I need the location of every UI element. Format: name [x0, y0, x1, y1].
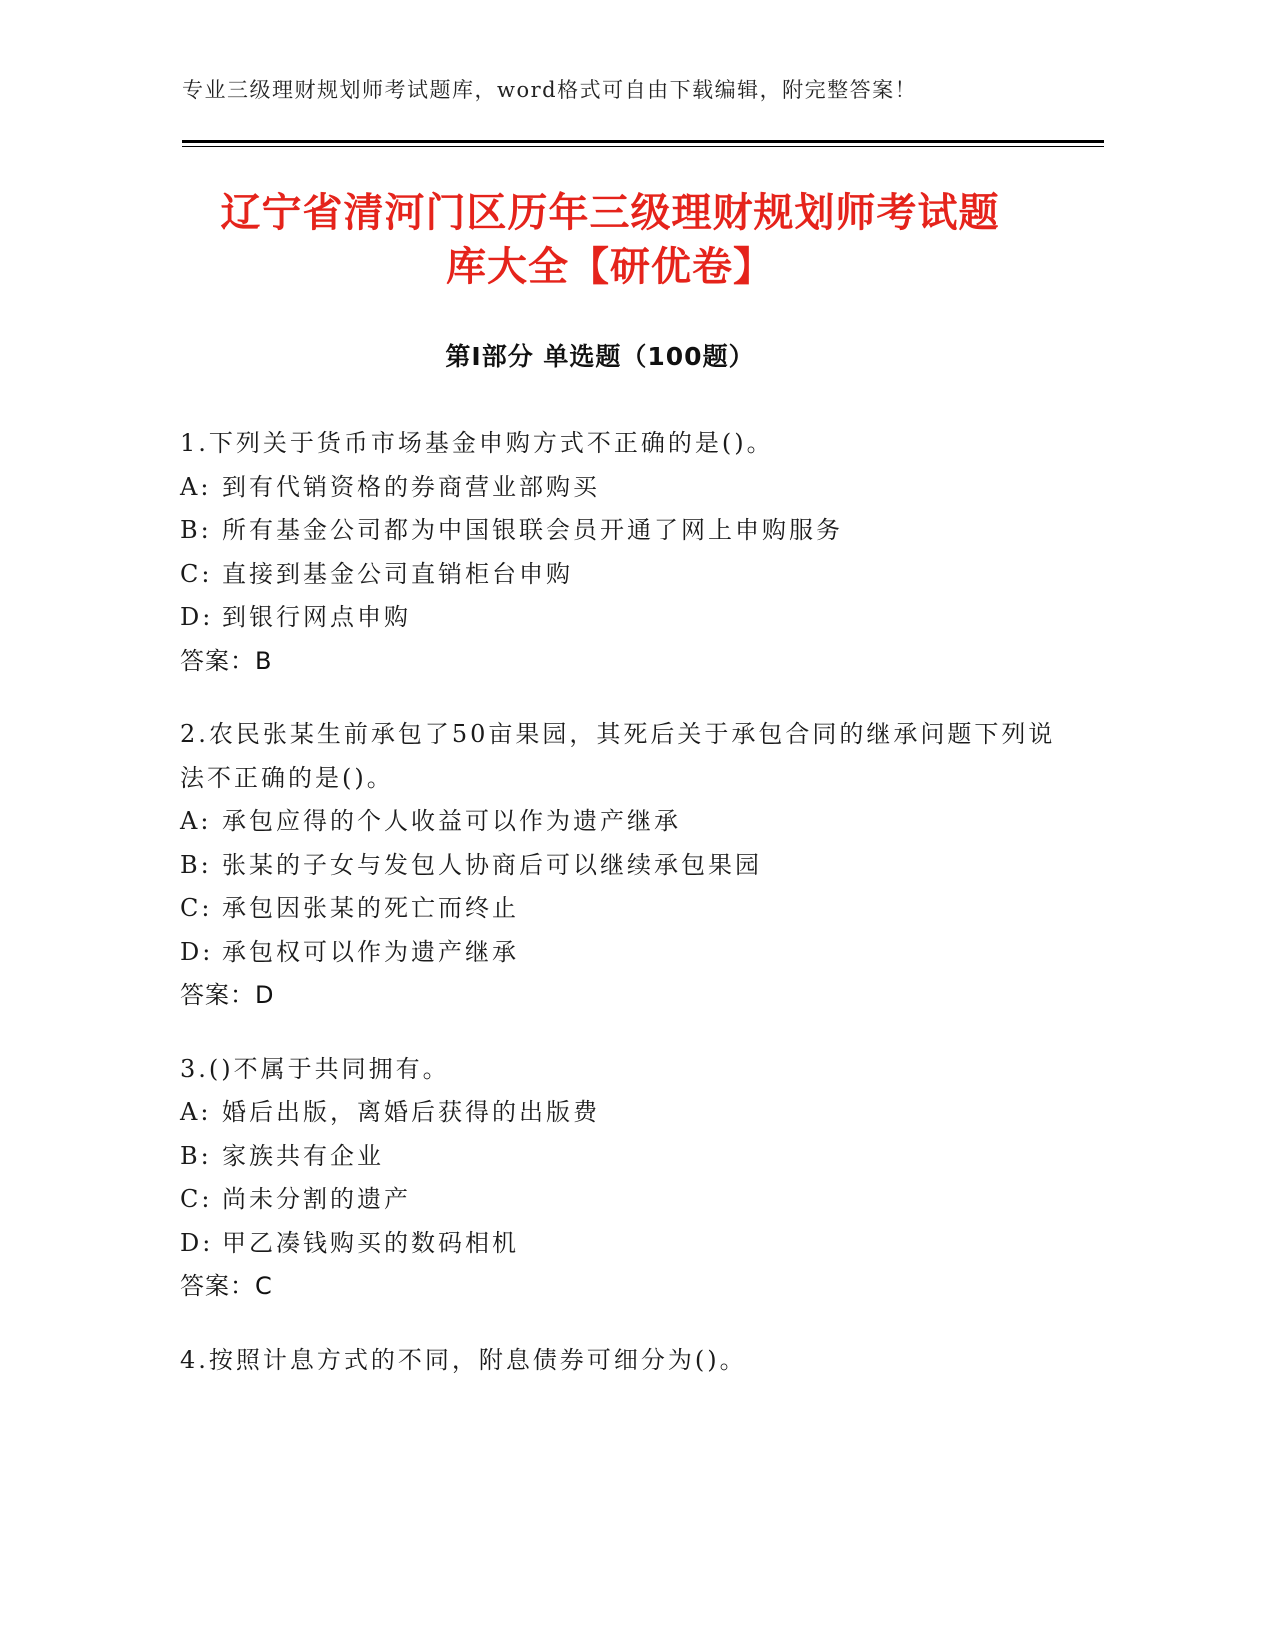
question-list	[180, 422, 1080, 1412]
option-d	[180, 1222, 1080, 1266]
option-label: D:	[180, 603, 214, 631]
option-c	[180, 1178, 1080, 1222]
question-stem: 2.农民张某生前承包了50亩果园，其死后关于承包合同的继承问题下列说法不正确的是()。	[180, 720, 1056, 792]
option-b	[180, 1135, 1080, 1179]
option-d	[180, 931, 1080, 975]
header-rule-thin	[182, 146, 1104, 147]
option-label: B:	[180, 1141, 212, 1170]
option-text: 所有基金公司都为中国银联会员开通了网上申购服务	[222, 516, 843, 544]
question-stem: 4.按照计息方式的不同，附息债券可细分为()。	[180, 1345, 747, 1374]
question-1	[180, 422, 1080, 683]
option-text: 甲乙凑钱购买的数码相机	[222, 1228, 519, 1257]
option-label: C:	[180, 894, 213, 922]
option-label: B:	[180, 850, 212, 879]
option-label: D:	[180, 1228, 214, 1257]
document-title-line-2: 库大全【研优卷】	[446, 244, 774, 290]
option-text: 承包因张某的死亡而终止	[222, 894, 519, 922]
question-4	[180, 1339, 1080, 1383]
header-rule-thick	[182, 140, 1104, 143]
answer-line	[180, 640, 1080, 684]
option-c	[180, 887, 1080, 931]
question-stem: 3.()不属于共同拥有。	[180, 1054, 450, 1083]
option-a	[180, 466, 1080, 510]
option-label: A:	[180, 472, 212, 501]
option-text: 家族共有企业	[222, 1141, 384, 1170]
option-text: 婚后出版，离婚后获得的出版费	[222, 1098, 600, 1126]
option-a	[180, 800, 1080, 844]
option-d	[180, 596, 1080, 640]
option-b	[180, 844, 1080, 888]
document-title-line-1: 辽宁省清河门区历年三级理财规划师考试题	[220, 190, 1000, 236]
option-label: B:	[180, 516, 212, 544]
answer-value: B	[255, 646, 273, 675]
answer-line	[180, 1265, 1080, 1309]
answer-line	[180, 974, 1080, 1018]
question-3	[180, 1048, 1080, 1309]
question-2	[180, 713, 1080, 1018]
answer-value: D	[255, 981, 275, 1009]
option-label: A:	[180, 1098, 212, 1126]
option-label: D:	[180, 937, 214, 966]
document-title	[160, 186, 1060, 294]
option-label: C:	[180, 559, 213, 588]
section-heading: 第Ⅰ部分 单选题（100题）	[445, 342, 755, 371]
option-c	[180, 553, 1080, 597]
answer-prefix: 答案：	[180, 646, 255, 675]
option-text: 张某的子女与发包人协商后可以继续承包果园	[222, 850, 762, 879]
answer-prefix: 答案：	[180, 981, 255, 1009]
option-text: 承包应得的个人收益可以作为遗产继承	[222, 807, 681, 835]
option-text: 直接到基金公司直销柜台申购	[222, 559, 573, 588]
answer-prefix: 答案：	[180, 1272, 255, 1300]
option-text: 承包权可以作为遗产继承	[222, 937, 519, 966]
option-label: C:	[180, 1185, 213, 1213]
option-a	[180, 1091, 1080, 1135]
option-text: 到银行网点申购	[222, 603, 411, 631]
option-b	[180, 509, 1080, 553]
question-stem: 1.下列关于货币市场基金申购方式不正确的是()。	[180, 429, 774, 457]
answer-value: C	[255, 1272, 273, 1300]
option-text: 到有代销资格的券商营业部购买	[222, 472, 600, 501]
option-text: 尚未分割的遗产	[222, 1185, 411, 1213]
option-label: A:	[180, 807, 212, 835]
header-note: 专业三级理财规划师考试题库，word格式可自由下载编辑，附完整答案！	[182, 78, 918, 102]
